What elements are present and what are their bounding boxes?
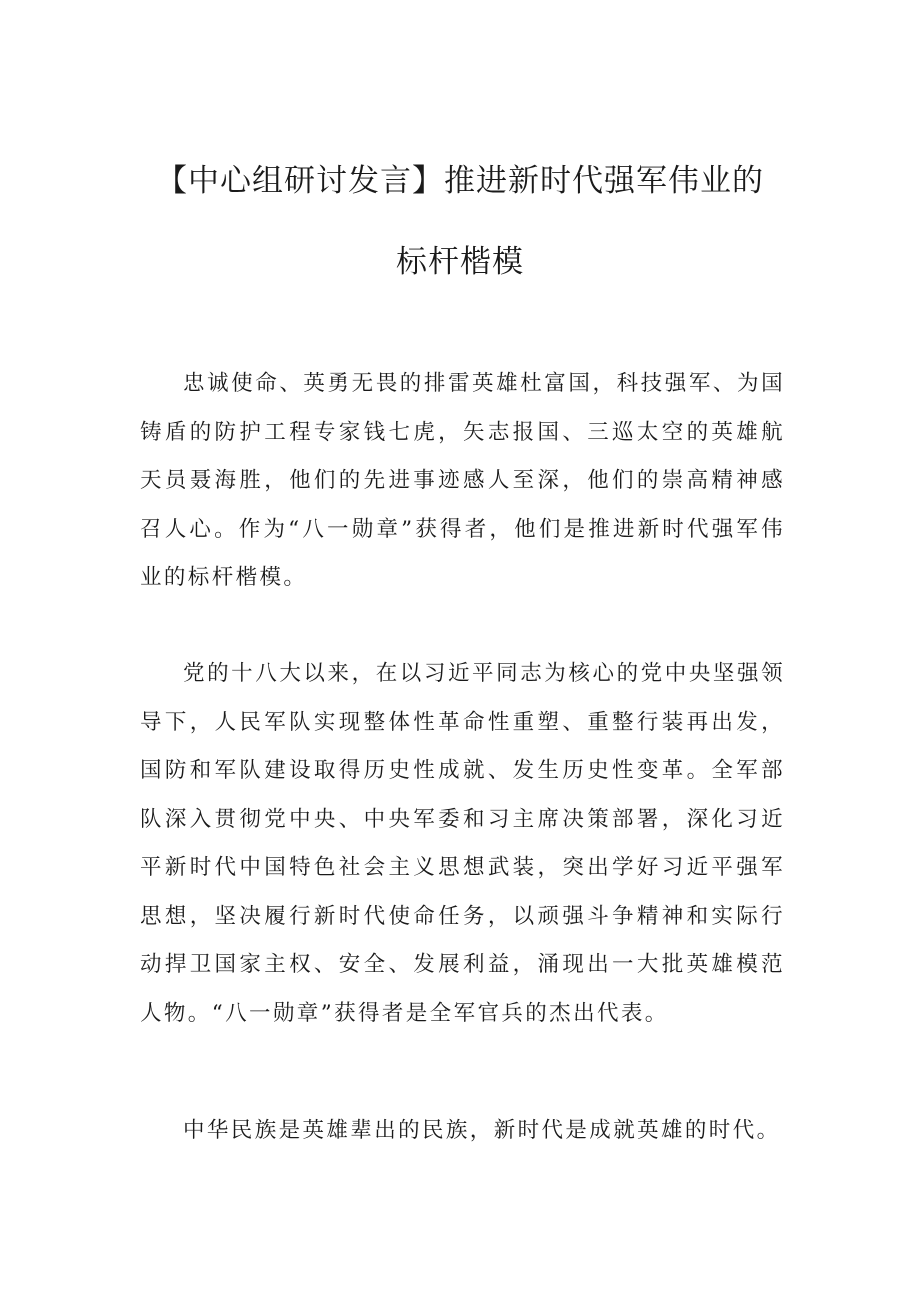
body-paragraph-3: 中华民族是英雄辈出的民族，新时代是成就英雄的时代。 [183,1118,781,1143]
document-title-line-2: 标杆楷模 [396,244,524,280]
body-paragraph-2: 党的十八大以来，在以习近平同志为核心的党中央坚强领导下，人民军队实现整体性革命性重塑、重整行装再出发，国防和军队建设取得历史性成就、发生历史性变革。全军部队深入贯彻党中央、中央军委和习主席决策部署，深化习近平新时代中国特色社会主义思想武装，突出学好习近平强军思想，坚决履行新时代使命任务，以顽强斗争精神和实际行动捍卫国家主权、安全、发展利益，涌现出一大批英雄模范人物。“八一勋章”获得者是全军官兵的杰出代表。 [140,661,785,1026]
body-paragraph-1: 忠诚使命、英勇无畏的排雷英雄杜富国，科技强军、为国铸盾的防护工程专家钱七虎，矢志报国、三巡太空的英雄航天员聂海胜，他们的先进事迹感人至深，他们的崇高精神感召人心。作为“八一勋章”获得者，他们是推进新时代强军伟业的标杆楷模。 [140,371,785,590]
document-title-line-1: 【中心组研讨发言】推进新时代强军伟业的 [156,163,764,199]
